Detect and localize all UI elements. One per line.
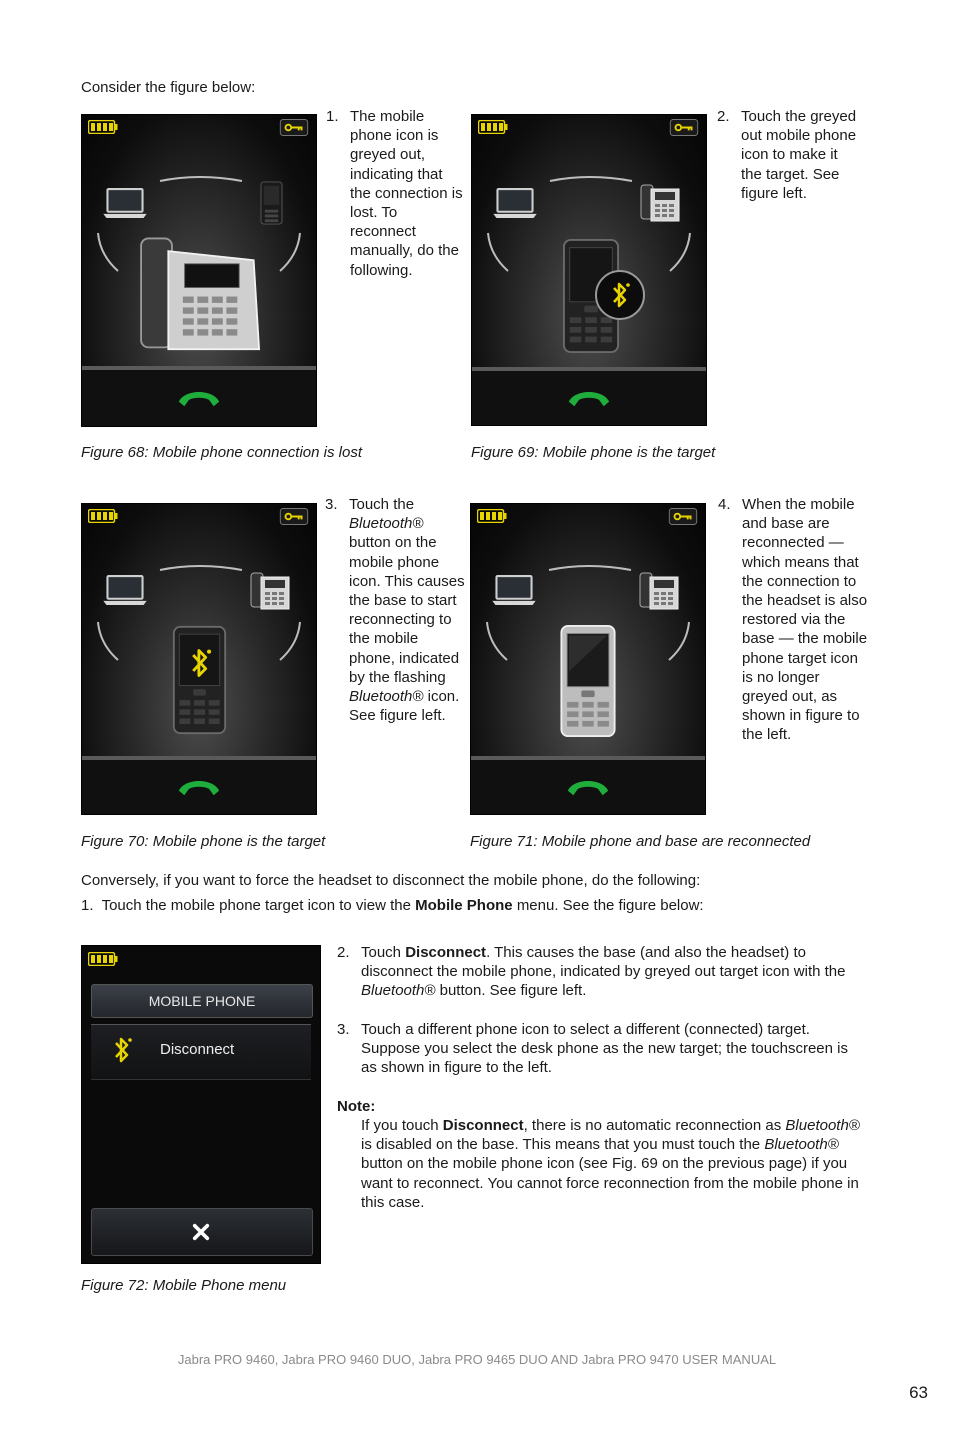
step-3-bluetooth-2: Bluetooth® (349, 688, 424, 706)
figure-71-screen (470, 503, 706, 815)
step-3-mid: button on the mobile phone icon. This causes the base to start reconnecting to the mobile phone, indicated by the flashing (349, 534, 465, 686)
figure-68-screen (81, 114, 317, 427)
list-item-2: 2. Touch Disconnect. This causes the base (and also the headset) to disconnect the mobile phone, indicated by greyed out target icon with the Bluetooth® button. See figure left. (337, 944, 846, 1000)
list-item-3: 3. Touch a different phone icon to select a different (connected) target. Suppose you select the desk phone as the new target; the touchscreen is as shown in figure to the left. (337, 1021, 848, 1077)
intro-text: Consider the figure below: (81, 79, 256, 96)
key-icon (280, 119, 307, 135)
laptop-icon (103, 576, 146, 605)
menu-bottom-bar (91, 1208, 313, 1256)
bluetooth-icon (111, 1035, 135, 1067)
footer-text: Jabra PRO 9460, Jabra PRO 9460 DUO, Jabra PRO 9465 DUO AND Jabra PRO 9470 USER MANUAL (177, 1352, 777, 1367)
mobile-phone-connected-icon (561, 626, 614, 736)
note-text: If you touch Disconnect, there is no automatic reconnection as Bluetooth® is disabled on the base. This means that you must touch the Bluetooth® button on the mobile phone icon (see Fig. 69 on the previous page) if you want to reconnect. You cannot force reconnection from the mobile phone in this case. (361, 1117, 860, 1211)
step-2: 2. Touch the greyed out mobile phone icon to make it the target. See figure left. (717, 108, 857, 202)
mobile-phone-target-icon (174, 627, 225, 733)
laptop-icon (493, 189, 536, 218)
step-3-bluetooth-1: Bluetooth® (349, 515, 424, 533)
step-3-post: icon. See figure left. (349, 688, 460, 725)
desk-phone-icon (251, 573, 289, 609)
laptop-icon (103, 189, 146, 218)
battery-icon (89, 510, 118, 523)
menu-title: MOBILE PHONE (148, 993, 256, 1009)
desk-phone-icon (641, 185, 679, 221)
list-item-1: 1. Touch the mobile phone target icon to view the Mobile Phone menu. See the figure below: (81, 897, 704, 914)
step-3-pre: Touch the (349, 496, 415, 513)
laptop-icon (492, 576, 535, 605)
step-1: 1. The mobile phone icon is greyed out, indicating that the connection is lost. To reconnect manually, do the following. (326, 108, 463, 279)
note-label: Note: (337, 1098, 376, 1115)
page-number: 63 (909, 1383, 928, 1402)
menu-title-bar (91, 984, 313, 1018)
figure-68-caption: Figure 68: Mobile phone connection is lost (81, 444, 363, 461)
menu-item-label: Disconnect (160, 1041, 235, 1058)
step-4: 4. When the mobile and base are reconnected — which means that the connection to the headset is also restored via the base — the mobile phone target icon is no longer greyed out, as shown in figure to the left. (718, 496, 868, 744)
mobile-phone-greyed-icon (261, 182, 282, 224)
desk-phone-target-icon (141, 238, 259, 349)
figure-72-screen (81, 945, 321, 1264)
conversely-text: Conversely, if you want to force the headset to disconnect the mobile phone, do the following: (81, 872, 701, 889)
battery-icon (89, 121, 118, 134)
close-icon[interactable] (192, 1223, 212, 1243)
step-3: 3. Touch the Bluetooth® button on the mobile phone icon. This causes the base to start reconnecting to the mobile phone, indicated by the flashing Bluetooth® icon. See figure left. (325, 496, 465, 725)
desk-phone-icon (640, 573, 678, 609)
key-icon (280, 508, 307, 524)
menu-item-disconnect[interactable] (91, 1024, 311, 1080)
figure-69-screen (471, 114, 707, 426)
battery-icon (479, 121, 508, 134)
battery-icon (478, 510, 507, 523)
figure-71-caption: Figure 71: Mobile phone and base are reconnected (470, 833, 811, 850)
figure-70-caption: Figure 70: Mobile phone is the target (81, 833, 326, 850)
key-icon (669, 508, 696, 524)
key-icon (670, 119, 697, 135)
figure-69-caption: Figure 69: Mobile phone is the target (471, 444, 716, 461)
figure-72-caption: Figure 72: Mobile Phone menu (81, 1277, 287, 1294)
figure-70-screen (81, 503, 317, 815)
battery-icon (88, 952, 120, 967)
